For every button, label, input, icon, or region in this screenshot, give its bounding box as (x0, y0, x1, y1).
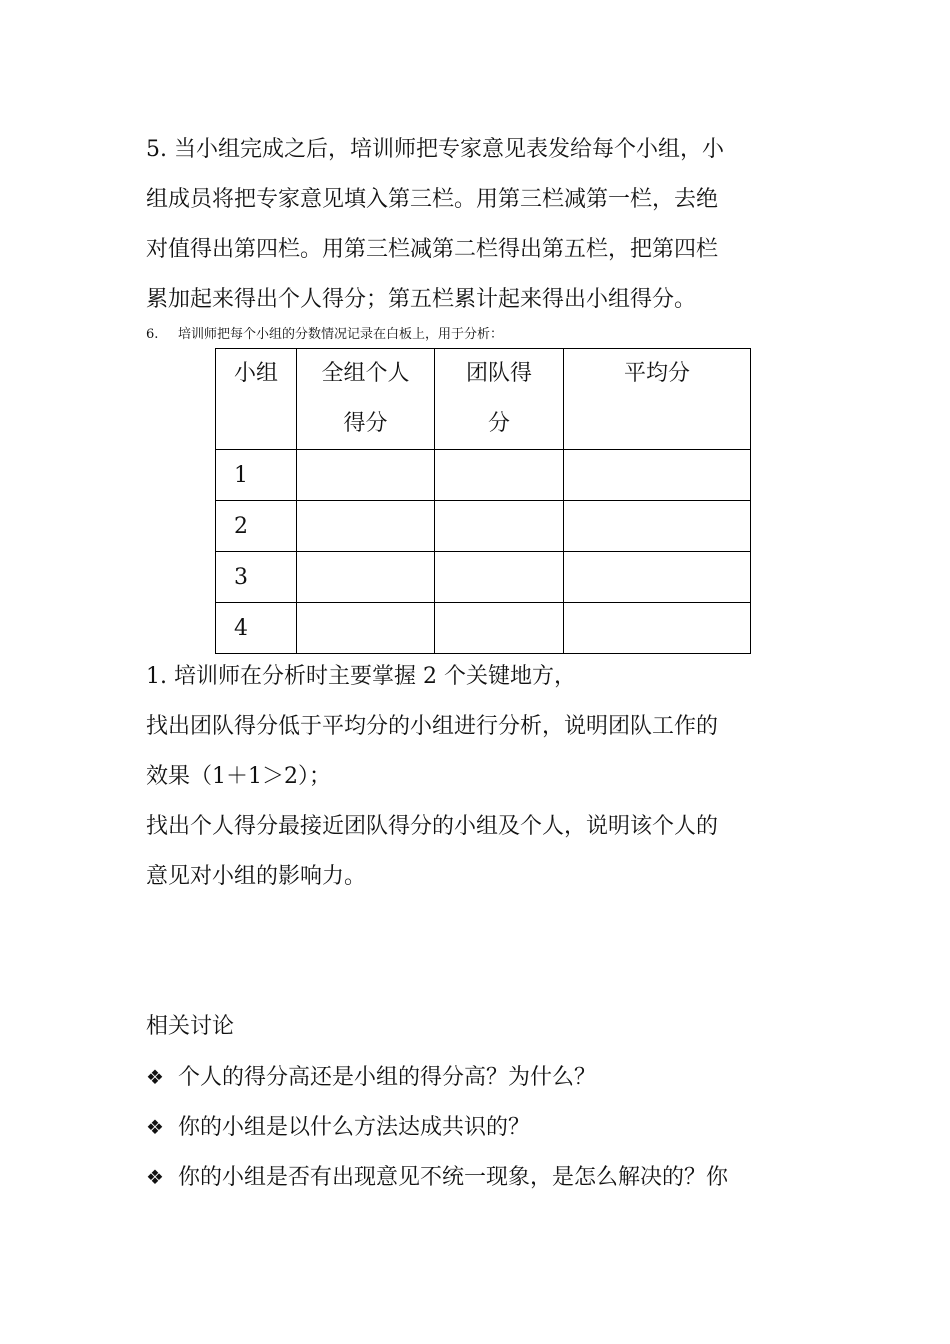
step5-line-4: 累加起来得出个人得分；第五栏累计起来得出小组得分。 (146, 287, 697, 312)
table-header-row (216, 349, 751, 450)
header-individual-score (297, 349, 435, 450)
diamond-bullet-icon: ❖ (146, 1165, 164, 1189)
row-group-number: 1 (216, 450, 297, 501)
header-average (564, 349, 751, 450)
discussion-item (146, 1114, 530, 1141)
header-average-label: 平均分 (623, 361, 690, 386)
cell-individual-score (297, 501, 435, 552)
row-group-number: 3 (216, 552, 297, 603)
analysis-line-3: 效果（1＋1＞2）； (146, 764, 331, 789)
step6-number: 6. (146, 327, 159, 342)
discussion-item-text: 你的小组是以什么方法达成共识的？ (178, 1115, 531, 1140)
step6-line (146, 327, 503, 343)
discussion-title: 相关讨论 (146, 1014, 235, 1039)
discussion-item (146, 1164, 728, 1191)
step5-line-1: 5. 当小组完成之后，培训师把专家意见表发给每个小组，小 (146, 137, 724, 162)
cell-average (564, 603, 751, 654)
cell-average (564, 501, 751, 552)
table-row (216, 603, 751, 654)
table-row (216, 552, 751, 603)
cell-team-score (435, 501, 564, 552)
cell-team-score (435, 603, 564, 654)
header-individual-score-line2: 得分 (343, 411, 388, 436)
header-group-label: 小组 (233, 361, 278, 386)
table-row (216, 501, 751, 552)
header-team-score (435, 349, 564, 450)
analysis-line-2: 找出团队得分低于平均分的小组进行分析，说明团队工作的 (146, 714, 719, 739)
header-team-score-line2: 分 (487, 411, 510, 436)
step5-line-2: 组成员将把专家意见填入第三栏。用第三栏减第一栏，去绝 (146, 187, 719, 212)
header-individual-score-line1: 全组个人 (321, 361, 410, 386)
header-group (216, 349, 297, 450)
discussion-item (146, 1064, 596, 1091)
step5-line-3: 对值得出第四栏。用第三栏减第二栏得出第五栏，把第四栏 (146, 237, 719, 262)
cell-individual-score (297, 552, 435, 603)
discussion-item-text: 个人的得分高还是小组的得分高？为什么？ (178, 1065, 597, 1090)
diamond-bullet-icon: ❖ (146, 1065, 164, 1089)
analysis-line-5: 意见对小组的影响力。 (146, 864, 367, 889)
analysis-line-4: 找出个人得分最接近团队得分的小组及个人，说明该个人的 (146, 814, 719, 839)
score-table (215, 348, 751, 654)
row-group-number: 2 (216, 501, 297, 552)
header-team-score-line1: 团队得 (465, 361, 532, 386)
table-row (216, 450, 751, 501)
cell-team-score (435, 450, 564, 501)
cell-individual-score (297, 603, 435, 654)
analysis-line-1: 1. 培训师在分析时主要掌握 2 个关键地方， (146, 664, 576, 689)
cell-team-score (435, 552, 564, 603)
cell-average (564, 552, 751, 603)
row-group-number: 4 (216, 603, 297, 654)
discussion-item-text: 你的小组是否有出现意见不统一现象，是怎么解决的？你 (178, 1165, 729, 1190)
cell-individual-score (297, 450, 435, 501)
cell-average (564, 450, 751, 501)
diamond-bullet-icon: ❖ (146, 1115, 164, 1139)
step6-text: 培训师把每个小组的分数情况记录在白板上，用于分析： (178, 327, 504, 342)
